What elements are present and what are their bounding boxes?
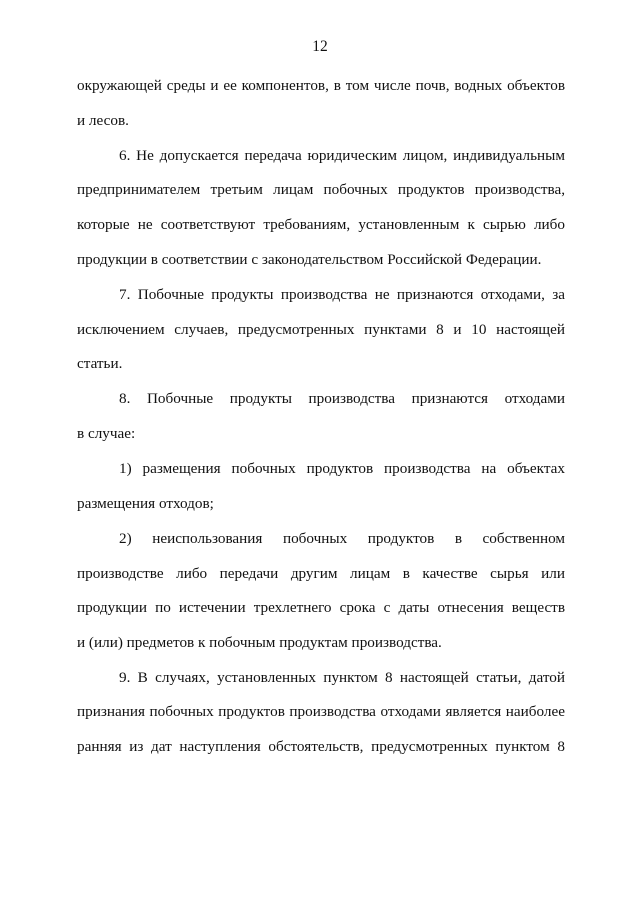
text-line: признания побочных продуктов производства отходами является наиболее — [77, 703, 565, 720]
text-line: 9. В случаях, установленных пунктом 8 настоящей статьи, датой — [119, 669, 565, 686]
text-line: производстве либо передачи другим лицам в качестве сырья или — [77, 565, 565, 582]
text-line: и лесов. — [77, 112, 129, 129]
page-number: 12 — [312, 38, 328, 55]
text-line: предпринимателем третьим лицам побочных продуктов производства, — [77, 181, 565, 198]
text-line: 6. Не допускается передача юридическим лицом, индивидуальным — [119, 147, 565, 164]
text-line: исключением случаев, предусмотренных пунктами 8 и 10 настоящей — [77, 321, 565, 338]
text-line: 8. Побочные продукты производства признаются отходами — [119, 390, 565, 407]
text-line: и (или) предметов к побочным продуктам производства. — [77, 634, 442, 651]
text-line: 7. Побочные продукты производства не признаются отходами, за — [119, 286, 565, 303]
text-line: которые не соответствуют требованиям, установленным к сырью либо — [77, 216, 565, 233]
text-line: продукции в соответствии с законодательством Российской Федерации. — [77, 251, 542, 268]
text-line: 2) неиспользования побочных продуктов в собственном — [119, 530, 565, 547]
text-line: продукции по истечении трехлетнего срока с даты отнесения веществ — [77, 599, 565, 616]
text-line: статьи. — [77, 355, 123, 372]
text-line: окружающей среды и ее компонентов, в том числе почв, водных объектов — [77, 77, 565, 94]
text-line: 1) размещения побочных продуктов производства на объектах — [119, 460, 565, 477]
text-line: ранняя из дат наступления обстоятельств, предусмотренных пунктом 8 — [77, 738, 565, 755]
text-line: размещения отходов; — [77, 495, 214, 512]
text-line: в случае: — [77, 425, 136, 442]
